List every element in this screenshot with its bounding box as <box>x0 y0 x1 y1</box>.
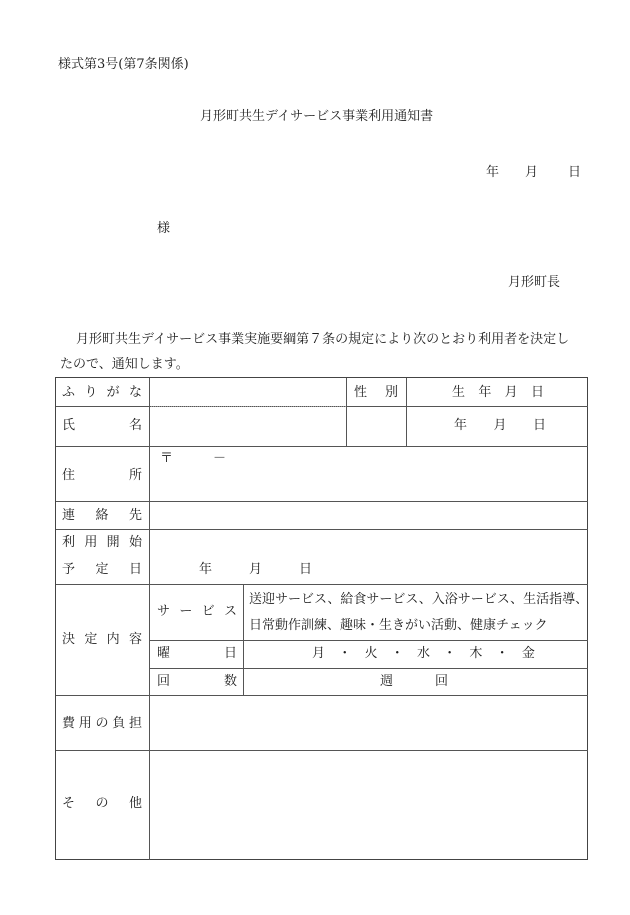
issuer: 月形町長 <box>508 275 561 290</box>
service-label: サ ー ビ ス <box>157 604 237 619</box>
document-title: 月形町共生デイサービス事業利用通知書 <box>200 109 434 124</box>
row-divider <box>56 406 149 407</box>
postal-code: 〒 － <box>160 451 227 466</box>
service-list-line1: 送迎サービス、給食サービス、入浴サービス、生活指導、 <box>249 592 589 607</box>
column-divider <box>149 378 150 860</box>
birth-label: 生 年 月 日 <box>452 385 544 400</box>
body-text: 月形町共生デイサービス事業実施要綱第７条の規定により次のとおり利用者を決定したので、通知します。 <box>60 332 570 372</box>
start-label-line2: 予 定 日 <box>62 562 142 577</box>
row-divider <box>149 668 588 669</box>
row-divider <box>346 406 588 407</box>
notice-table <box>55 377 588 860</box>
row-divider <box>149 640 588 641</box>
column-divider <box>243 584 244 695</box>
form-number: 様式第3号(第7条関係) <box>58 57 189 72</box>
recipient-suffix: 様 <box>157 221 171 236</box>
name-label: 氏 名 <box>62 418 142 433</box>
address-label: 住 所 <box>62 468 142 483</box>
other-label: そ の 他 <box>62 796 142 811</box>
weekday-label: 曜 日 <box>157 646 237 661</box>
issue-date <box>486 165 581 181</box>
row-divider <box>56 446 588 447</box>
column-divider <box>406 378 407 446</box>
cost-label: 費 用 の 負 担 <box>62 716 142 731</box>
row-divider <box>56 584 588 585</box>
column-divider <box>346 378 347 446</box>
row-divider <box>56 750 588 751</box>
count-label: 回 数 <box>157 674 237 689</box>
date-month: 月 <box>525 165 539 180</box>
decision-label: 決 定 内 容 <box>62 632 142 647</box>
furigana-label: ふ り が な <box>62 385 142 400</box>
postal-mark-icon: 〒 <box>160 451 174 466</box>
contact-label: 連 絡 先 <box>62 508 142 523</box>
date-day: 日 <box>568 165 582 180</box>
date-year: 年 <box>486 165 500 180</box>
row-divider <box>56 529 588 530</box>
start-label-line1: 利 用 開 始 <box>62 535 142 550</box>
furigana-dotted-line <box>149 406 346 407</box>
count-per-week: 週 回 <box>380 674 448 689</box>
gender-label: 性 別 <box>354 385 398 400</box>
service-list-line2: 日常動作訓練、趣味・生きがい活動、健康チェック <box>249 618 548 633</box>
row-divider <box>56 501 588 502</box>
start-date-blank: 年 月 日 <box>199 562 312 577</box>
weekday-list: 月 ・ 火 ・ 水 ・ 木 ・ 金 <box>312 646 535 661</box>
row-divider <box>56 695 588 696</box>
birth-date-blank: 年 月 日 <box>454 418 546 433</box>
